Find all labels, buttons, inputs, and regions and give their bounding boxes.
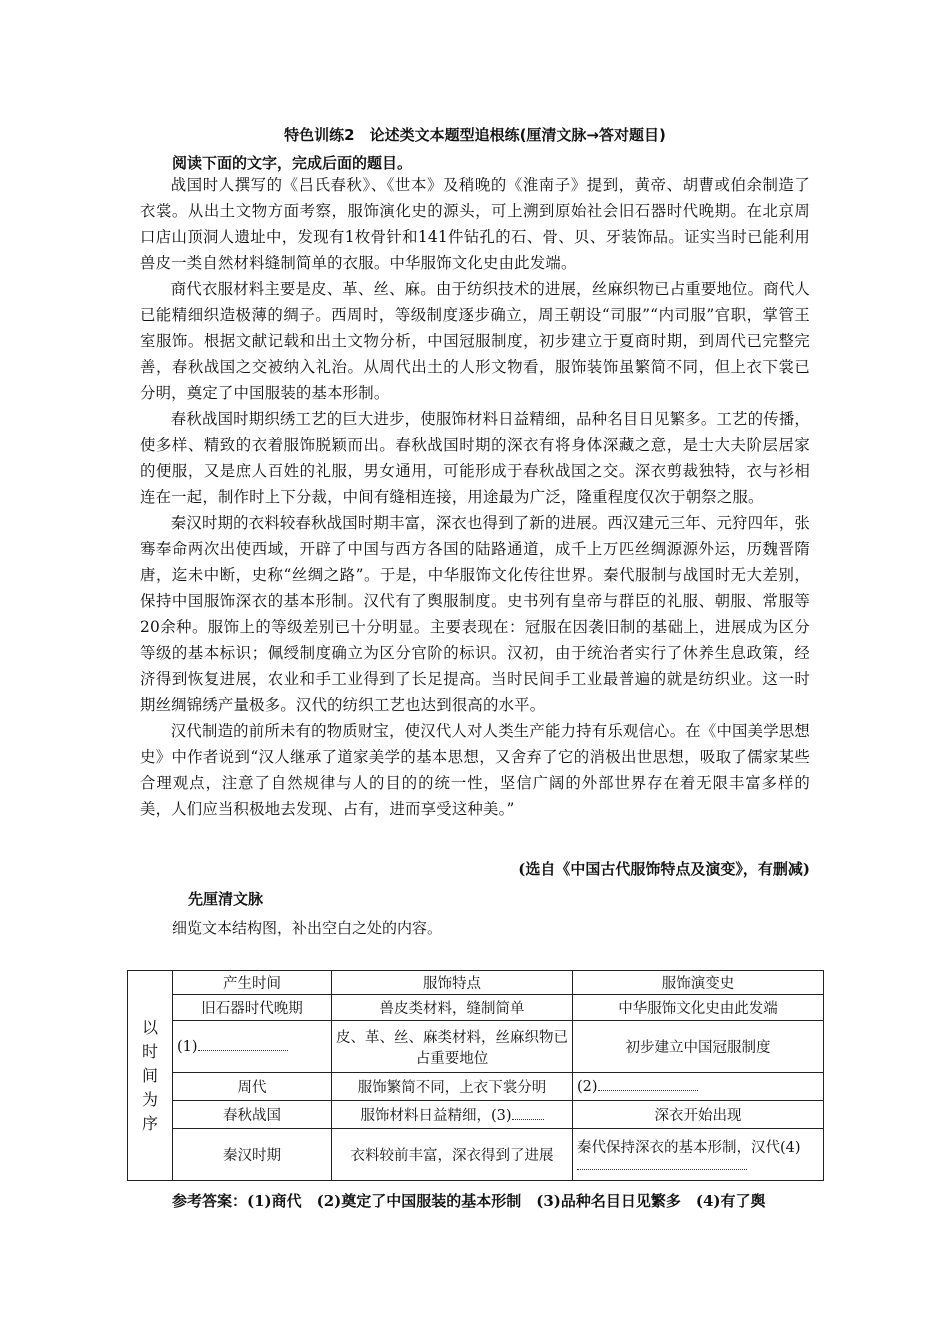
- header-history: 服饰演变史: [573, 971, 824, 995]
- header-time: 产生时间: [173, 971, 332, 995]
- cell-history: 中华服饰文化史由此发端: [573, 995, 824, 1021]
- history-text: 秦代保持深衣的基本形制，汉代(4): [577, 1139, 801, 1156]
- passage-paragraph-3: 春秋战国时期织绣工艺的巨大进步，使服饰材料日益精细，品种名目日见繁多。工艺的传播，使多样、精致的衣着服饰脱颖而出。春秋战国时期的深衣有将身体深藏之意，是士大夫阶层居家的便服，又是庶人百姓的礼服，男女通用，可能形成于春秋战国之交。深衣剪裁独特，衣与衫相连在一起，制作时上下分裁，中间有缝相连接，用途最为广泛，隆重程度仅次于朝祭之服。: [140, 410, 811, 506]
- blank-line-3[interactable]: [512, 1107, 544, 1120]
- table-row: [128, 1021, 824, 1073]
- feature-text: 服饰材料日益精细，(3): [360, 1108, 512, 1124]
- reading-instruction: 阅读下面的文字，完成后面的题目。: [172, 154, 413, 172]
- cell-history: 深衣开始出现: [573, 1101, 824, 1129]
- passage-paragraph-5: 汉代制造的前所未有的物质财宝，使汉代人对人类生产能力持有乐观信心。在《中国美学思想史》中作者说到“汉人继承了道家美学的基本思想，又舍弃了它的消极出世思想，吸取了儒家某些合理观点，注意了自然规律与人的目的的统一性，坚信广阔的外部世界存在着无限丰富多样的美，人们应当积极地去发现、占有，进而享受这种美。”: [140, 722, 811, 818]
- cell-feature: 兽皮类材料，缝制简单: [332, 995, 573, 1021]
- header-feature: 服饰特点: [332, 971, 573, 995]
- reading-passage: [140, 172, 810, 822]
- cell-feature: [332, 1101, 573, 1129]
- table-row: [128, 1129, 824, 1181]
- cell-time: 旧石器时代晚期: [173, 995, 332, 1021]
- cell-feature: 皮、革、丝、麻类材料，丝麻织物已占重要地位: [332, 1021, 573, 1073]
- cell-history: 初步建立中国冠服制度: [573, 1021, 824, 1073]
- section-title: 先厘清文脉: [188, 890, 264, 908]
- cell-time: 周代: [173, 1073, 332, 1101]
- task-instruction: 细览文本结构图，补出空白之处的内容。: [172, 919, 443, 937]
- table-row: [128, 1101, 824, 1129]
- cell-feature: 衣料较前丰富，深衣得到了进展: [332, 1129, 573, 1181]
- cell-time: 春秋战国: [173, 1101, 332, 1129]
- cell-feature: 服饰繁简不同，上衣下裳分明: [332, 1073, 573, 1101]
- passage-paragraph-2: 商代衣服材料主要是皮、革、丝、麻。由于纺织技术的进展，丝麻织物已占重要地位。商代人已能精细织造极薄的绸子。西周时，等级制度逐步确立，周王朝设“司服”“内司服”官职，掌管王室服饰。根据文献记载和出土文物分析，中国冠服制度，初步建立于夏商时期，到周代已完整完善，春秋战国之交被纳入礼治。从周代出土的人形文物看，服饰装饰虽繁简不同，但上衣下裳已分明，奠定了中国服装的基本形制。: [140, 280, 811, 402]
- cell-history: [573, 1073, 824, 1101]
- exercise-title: 特色训练2 论述类文本题型追根练(厘清文脉→答对题目): [284, 126, 666, 144]
- blank-label: (2): [577, 1079, 598, 1095]
- blank-label: (1): [177, 1039, 198, 1055]
- cell-time: [173, 1021, 332, 1073]
- cell-history: [573, 1129, 824, 1181]
- blank-line-4[interactable]: [577, 1157, 747, 1170]
- cell-time: 秦汉时期: [173, 1129, 332, 1181]
- structure-table: [127, 970, 824, 1181]
- table-row: [128, 1073, 824, 1101]
- table-header-row: [128, 971, 824, 995]
- table-row: [128, 995, 824, 1021]
- side-label: [128, 971, 173, 1181]
- passage-paragraph-1: 战国时人撰写的《吕氏春秋》、《世本》及稍晚的《淮南子》提到，黄帝、胡曹或伯余制造了衣裳。从出土文物方面考察，服饰演化史的源头，可上溯到原始社会旧石器时代晚期。在北京周口店山顶洞人遗址中，发现有1枚骨针和141件钻孔的石、骨、贝、牙装饰品。证实当时已能利用兽皮一类自然材料缝制简单的衣服。中华服饰文化史由此发端。: [140, 176, 810, 272]
- passage-source: (选自《中国古代服饰特点及演变》，有删减): [518, 860, 810, 878]
- blank-line-2[interactable]: [598, 1078, 698, 1091]
- passage-paragraph-4: 秦汉时期的衣料较春秋战国时期丰富，深衣也得到了新的进展。西汉建元三年、元狩四年，张骞奉命两次出使西域，开辟了中国与西方各国的陆路通道，成千上万匹丝绸源源外运，历魏晋隋唐，迄未中断，史称“丝绸之路”。于是，中华服饰文化传往世界。秦代服制与战国时无大差别，保持中国服饰深衣的基本形制。汉代有了舆服制度。史书列有皇帝与群臣的礼服、朝服、常服等20余种。服饰上的等级差别已十分明显。主要表现在：冠服在因袭旧制的基础上，进展成为区分等级的基本标识；佩绶制度确立为区分官阶的标识。汉初，由于统治者实行了休养生息政策，经济得到恢复进展，农业和手工业得到了长足提高。当时民间手工业最普遍的就是纺织业。这一时期丝绸锦绣产量极多。汉代的纺织工艺也达到很高的水平。: [140, 514, 811, 714]
- side-label-text: 以时间为序: [142, 1017, 159, 1133]
- reference-answer: 参考答案：(1)商代 (2)奠定了中国服装的基本形制 (3)品种名目日见繁多 (4)有了舆: [172, 1192, 766, 1210]
- blank-line-1[interactable]: [198, 1038, 288, 1051]
